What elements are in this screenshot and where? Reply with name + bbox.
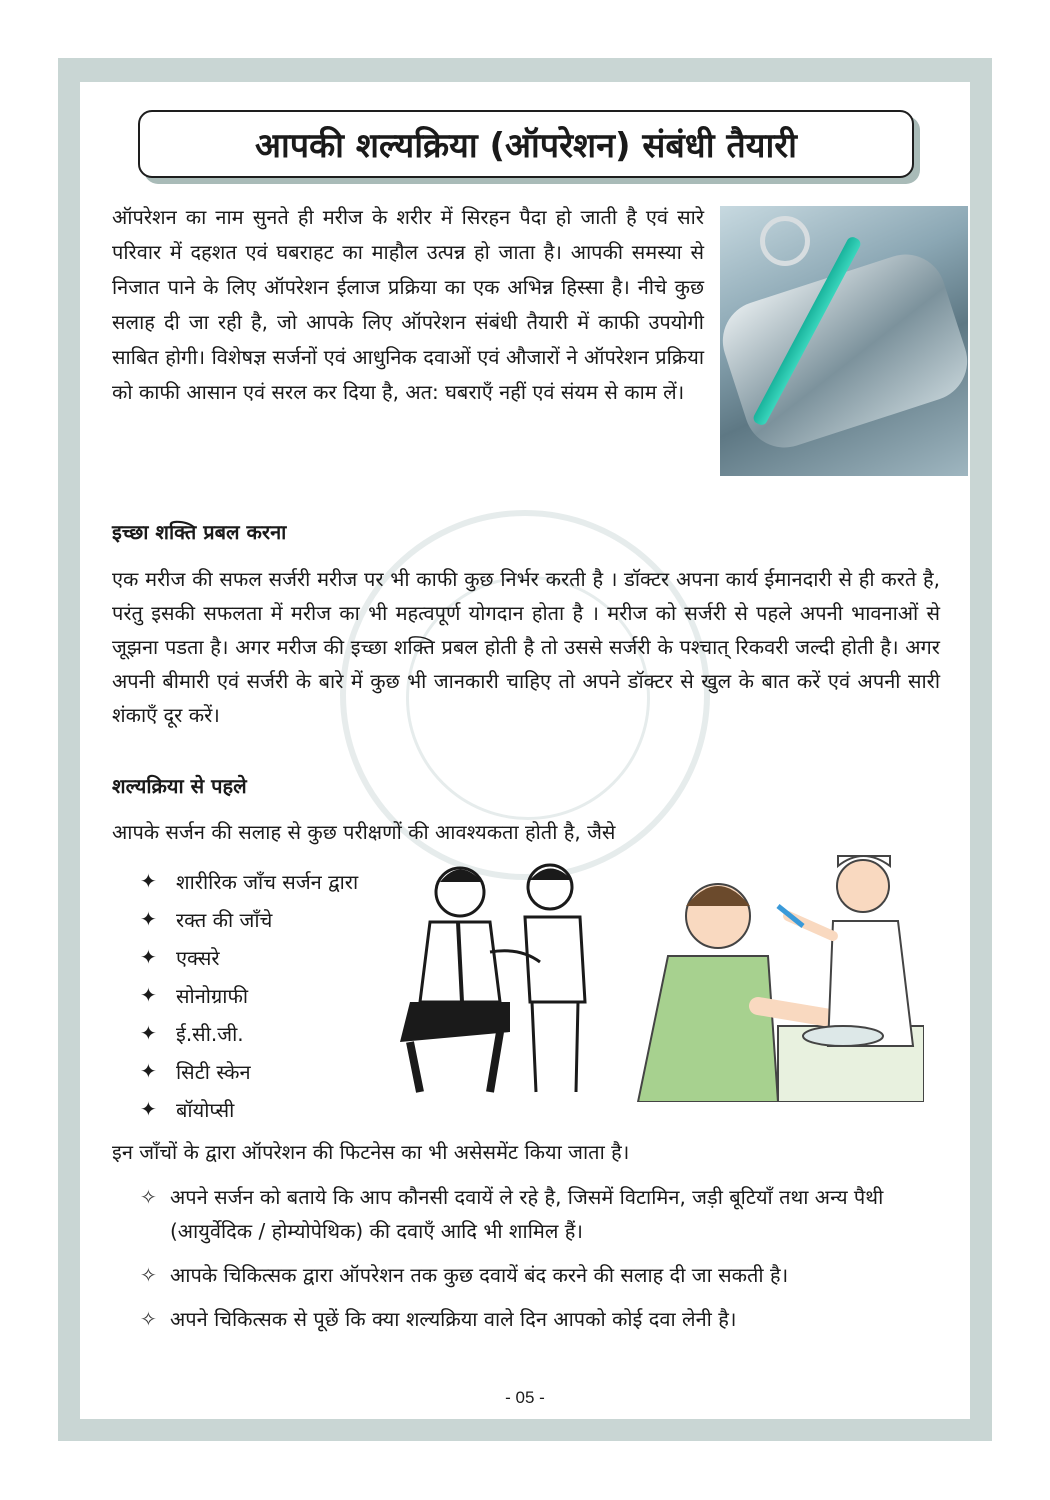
star-bullet-icon: ✦	[140, 1097, 157, 1121]
list-item: ✧ आपके चिकित्सक द्वारा ऑपरेशन तक कुछ दवायें बंद करने की सलाह दी जा सकती है।	[140, 1258, 940, 1292]
title-box	[138, 110, 914, 178]
list-item: ✦ सिटी स्केन	[140, 1059, 251, 1084]
fitness-assessment-line: इन जाँचों के द्वारा ऑपरेशन की फिटनेस का भी असेसमेंट किया जाता है।	[112, 1140, 630, 1164]
star-bullet-icon: ✦	[140, 983, 157, 1007]
list-item: ✦ रक्त की जाँचे	[140, 907, 273, 932]
willpower-heading: इच्छा शक्ति प्रबल करना	[112, 520, 287, 544]
star-bullet-icon: ✦	[140, 907, 157, 931]
list-item: ✧ अपने सर्जन को बताये कि आप कौनसी दवायें ले रहे है, जिसमें विटामिन, जड़ी बूटियाँ तथा अन्य पैथी (आयुर्वेदिक / होम्योपेथिक) की दवाएँ आदि भी शामिल हैं।	[140, 1180, 940, 1248]
nurse-injection-illustration	[628, 826, 924, 1102]
sparkle-bullet-icon: ✧	[140, 1263, 157, 1287]
sparkle-bullet-icon: ✧	[140, 1185, 157, 1209]
list-item: ✦ शारीरिक जाँच सर्जन द्वारा	[140, 869, 359, 894]
list-item: ✦ एक्सरे	[140, 945, 220, 970]
advice-list	[140, 1180, 940, 1346]
tests-list	[140, 862, 358, 1128]
willpower-paragraph: एक मरीज की सफल सर्जरी मरीज पर भी काफी कुछ निर्भर करती है । डॉक्टर अपना कार्य ईमानदारी से ही करते है, परंतु इसकी सफलता में मरीज का भी महत्वपूर्ण योगदान होता है । मरीज को सर्जरी से पहले अपनी भावनाओं से जूझना पडता है। अगर मरीज की इच्छा शक्ति प्रबल होती है तो उससे सर्जरी के पश्चात् रिकवरी जल्दी होती है। अगर अपनी बीमारी एवं सर्जरी के बारे में कुछ भी जानकारी चाहिए तो अपने डॉक्टर से खुल के बात करें एवं अपनी सारी शंकाएँ दूर करें।	[112, 567, 940, 727]
page-number: - 05 -	[505, 1388, 545, 1407]
star-bullet-icon: ✦	[140, 869, 157, 893]
star-bullet-icon: ✦	[140, 1021, 157, 1045]
surgical-instruments-photo	[720, 206, 968, 476]
intro-paragraph: ऑपरेशन का नाम सुनते ही मरीज के शरीर में सिरहन पैदा हो जाती है एवं सारे परिवार में दहशत एवं घबराहट का माहौल उत्पन्न हो जाता है। आपकी समस्या से निजात पाने के लिए ऑपरेशन ईलाज प्रक्रिया का एक अभिन्न हिस्सा है। नीचे कुछ सलाह दी जा रही है, जो आपके लिए ऑपरेशन संबंधी तैयारी में काफी उपयोगी साबित होगी। विशेषज्ञ सर्जनों एवं आधुनिक दवाओं एवं औजारों ने ऑपरेशन प्रक्रिया को काफी आसान एवं सरल कर दिया है, अत: घबराएँ नहीं एवं संयम से काम लें।	[112, 205, 704, 404]
page-title: आपकी शल्यक्रिया (ऑपरेशन) संबंधी तैयारी	[255, 126, 797, 166]
doctor-examining-child-illustration	[390, 852, 620, 1102]
before-surgery-heading: शल्यक्रिया से पहले	[112, 774, 247, 798]
star-bullet-icon: ✦	[140, 945, 157, 969]
list-item: ✦ बॉयोप्सी	[140, 1097, 235, 1122]
list-item: ✧ अपने चिकित्सक से पूछें कि क्या शल्यक्रिया वाले दिन आपको कोई दवा लेनी है।	[140, 1302, 940, 1336]
star-bullet-icon: ✦	[140, 1059, 157, 1083]
list-item: ✦ ई.सी.जी.	[140, 1021, 244, 1046]
tests-intro: आपके सर्जन की सलाह से कुछ परीक्षणों की आवश्यकता होती है, जैसे	[112, 820, 616, 844]
sparkle-bullet-icon: ✧	[140, 1307, 157, 1331]
scissors-icon	[760, 216, 810, 266]
list-item: ✦ सोनोग्राफी	[140, 983, 249, 1008]
